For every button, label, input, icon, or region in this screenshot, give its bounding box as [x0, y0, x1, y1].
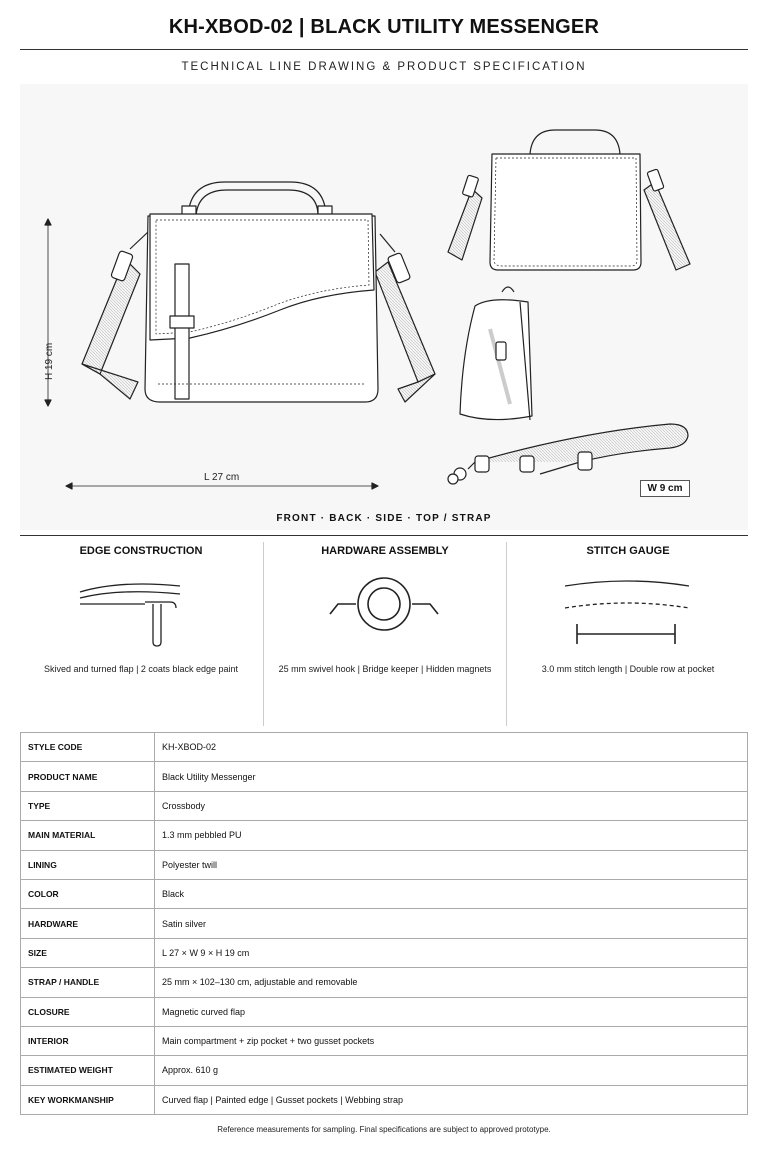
views-caption: FRONT · BACK · SIDE · TOP / STRAP	[276, 513, 492, 524]
table-row	[21, 1085, 748, 1114]
side-view-drawing	[460, 287, 532, 420]
spec-value: Black Utility Messenger	[155, 762, 748, 791]
detail-caption: 3.0 mm stitch length | Double row at pocket	[541, 664, 715, 674]
detail-title: EDGE CONSTRUCTION	[79, 545, 203, 557]
spec-value: Crossbody	[155, 791, 748, 820]
spec-label: MAIN MATERIAL	[21, 821, 155, 850]
detail-caption: Skived and turned flap | 2 coats black edge paint	[44, 664, 238, 674]
table-row	[21, 1056, 748, 1085]
spec-label: STYLE CODE	[21, 733, 155, 762]
spec-label: CLOSURE	[21, 997, 155, 1026]
bag-line-drawing	[20, 84, 748, 530]
spec-label: KEY WORKMANSHIP	[21, 1085, 155, 1114]
width-dimension-label: W 9 cm	[640, 480, 690, 497]
detail-hardware-assembly	[263, 542, 506, 726]
title-divider	[20, 49, 748, 50]
height-dimension-label: H 19 cm	[44, 342, 55, 380]
footnote: Reference measurements for sampling. Final specifications are subject to approved prototype.	[217, 1125, 551, 1134]
table-row	[21, 791, 748, 820]
spec-value: 25 mm × 102–130 cm, adjustable and removable	[155, 968, 748, 997]
front-view-drawing	[45, 182, 435, 489]
detail-edge-construction	[20, 542, 262, 726]
table-row	[21, 1026, 748, 1055]
detail-title: HARDWARE ASSEMBLY	[321, 545, 449, 557]
table-row	[21, 821, 748, 850]
spec-label: SIZE	[21, 938, 155, 967]
technical-drawing-panel	[20, 84, 748, 530]
detail-title: STITCH GAUGE	[586, 545, 670, 557]
spec-value: L 27 × W 9 × H 19 cm	[155, 938, 748, 967]
spec-value: 1.3 mm pebbled PU	[155, 821, 748, 850]
page-title: KH-XBOD-02 | BLACK UTILITY MESSENGER	[168, 16, 600, 38]
spec-label: STRAP / HANDLE	[21, 968, 155, 997]
hardware-ring-icon	[264, 572, 506, 652]
detail-stitch-gauge	[506, 542, 749, 726]
spec-value: Magnetic curved flap	[155, 997, 748, 1026]
table-row	[21, 968, 748, 997]
spec-value: Satin silver	[155, 909, 748, 938]
section-divider	[20, 535, 748, 536]
spec-value: Curved flap | Painted edge | Gusset pockets | Webbing strap	[155, 1085, 748, 1114]
spec-value: Approx. 610 g	[155, 1056, 748, 1085]
spec-value: Main compartment + zip pocket + two gusset pockets	[155, 1026, 748, 1055]
spec-label: COLOR	[21, 879, 155, 908]
spec-label: LINING	[21, 850, 155, 879]
table-row	[21, 850, 748, 879]
spec-label: ESTIMATED WEIGHT	[21, 1056, 155, 1085]
detail-caption: 25 mm swivel hook | Bridge keeper | Hidden magnets	[278, 664, 492, 674]
table-row	[21, 762, 748, 791]
spec-label: INTERIOR	[21, 1026, 155, 1055]
table-row	[21, 997, 748, 1026]
table-row	[21, 733, 748, 762]
spec-value: Polyester twill	[155, 850, 748, 879]
specification-table	[20, 732, 748, 1115]
table-row	[21, 879, 748, 908]
back-view-drawing	[448, 130, 690, 270]
stitch-gauge-icon	[507, 572, 749, 652]
page-subtitle: TECHNICAL LINE DRAWING & PRODUCT SPECIFICATION	[181, 61, 587, 73]
spec-label: HARDWARE	[21, 909, 155, 938]
spec-label: TYPE	[21, 791, 155, 820]
table-row	[21, 909, 748, 938]
strap-view-drawing	[448, 424, 688, 484]
length-dimension-label: L 27 cm	[204, 472, 240, 483]
spec-value: KH-XBOD-02	[155, 733, 748, 762]
spec-label: PRODUCT NAME	[21, 762, 155, 791]
table-row	[21, 938, 748, 967]
spec-value: Black	[155, 879, 748, 908]
edge-construction-icon	[20, 572, 262, 652]
